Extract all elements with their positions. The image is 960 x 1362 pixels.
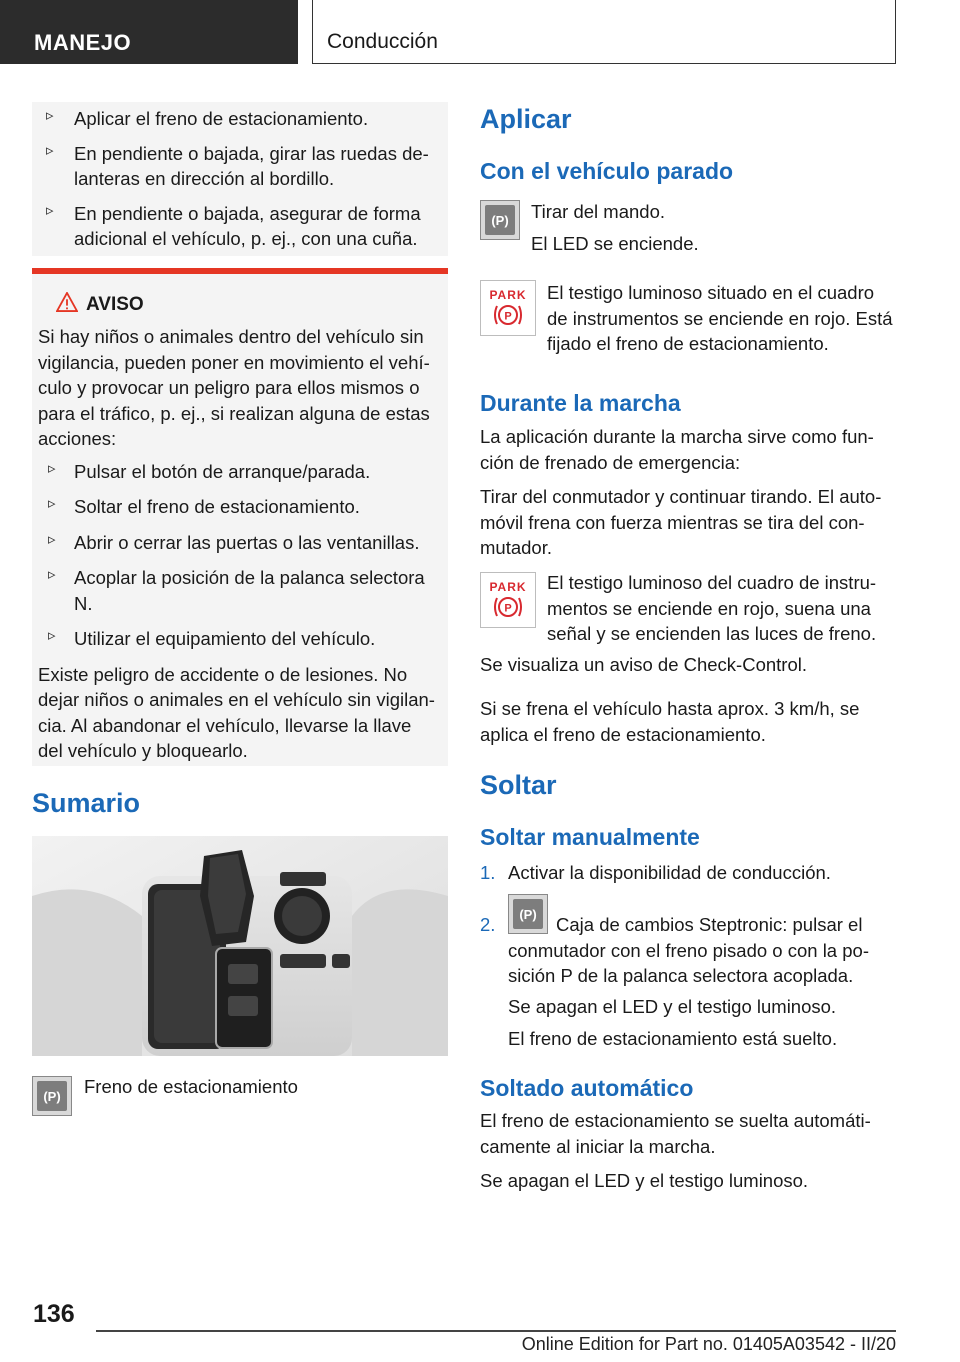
parking-steps-list: [32, 106, 436, 252]
list-item: ▹ Pulsar el botón de arranque/parada.: [38, 459, 438, 485]
step-number: 2.: [480, 914, 496, 935]
park-text-1: El testigo luminoso situado en el cuadro de instrumentos se enciende en rojo. Está fijado el freno de estacionamiento.: [547, 282, 893, 355]
warning-title: [38, 294, 438, 316]
warning-triangle-icon: [56, 292, 78, 312]
parking-brake-icon: (P): [32, 1076, 72, 1116]
subsection-title-manual: Soltar manualmente: [480, 824, 700, 850]
footer-edition: Online Edition for Part no. 01405A03542 - II/20: [521, 1334, 896, 1354]
parking-brake-label: Freno de estacionamiento: [84, 1076, 298, 1097]
step-2-sub-1: Se apagan el LED y el testigo luminoso.: [508, 996, 837, 1017]
list-item: ▹ En pendiente o bajada, asegurar de forma adicional el vehículo, p. ej., con una cuña.: [32, 201, 436, 252]
warning-list: [38, 459, 438, 652]
list-item: ▹ En pendiente o bajada, girar las ruedas de‐ lanteras en dirección al bordillo.: [32, 141, 436, 192]
marcha-paragraph-2: Tirar del conmutador y continuar tirando. El auto‐ móvil frena con fuerza mientras se tira del con‐ mutador.: [480, 486, 882, 559]
marcha-paragraph-4: Si se frena el vehículo hasta aprox. 3 km/h, se aplica el freno de estacionamiento.: [480, 698, 860, 745]
center-console-illustration: [32, 836, 448, 1056]
list-item: ▹ Acoplar la posición de la palanca selectora N.: [38, 565, 438, 616]
list-item: ▹ Soltar el freno de estacionamiento.: [38, 494, 438, 520]
list-item: ▹ Abrir o cerrar las puertas o las ventanillas.: [38, 530, 438, 556]
parado-line2: El LED se enciende.: [531, 233, 699, 254]
brake-symbol-icon: [493, 303, 523, 327]
auto-paragraph-2: Se apagan el LED y el testigo luminoso.: [480, 1170, 809, 1191]
parking-steps-box: [32, 102, 448, 256]
park-text-2: El testigo luminoso del cuadro de instru‐ mentos se enciende en rojo, suena una señal y se encienden las luces de freno.: [547, 572, 877, 645]
park-warning-icon: [480, 572, 536, 628]
section-title-soltar: Soltar: [480, 770, 557, 800]
warning-box: [32, 274, 448, 766]
warning-title-text: AVISO: [86, 294, 144, 315]
step-number: 1.: [480, 862, 496, 883]
park-label: PARK: [489, 580, 527, 594]
footer-divider: [96, 1330, 896, 1332]
step-text: Activar la disponibilidad de conducción.: [508, 862, 831, 883]
warning-outro: Existe peligro de accidente o de lesiones. No dejar niños o animales en el vehículo sin vigilan‐ cia. Al abandonar el vehículo, llevarse la llave del vehículo y bloquearlo.: [38, 663, 435, 762]
step-2-text: Caja de cambios Steptronic: pulsar el conmutador con el freno pisado o con la po‐ sición P de la palanca selectora acoplada.: [508, 914, 869, 987]
svg-text:P: P: [504, 310, 512, 323]
parking-brake-icon: (P): [508, 894, 548, 934]
center-console-image: [32, 836, 448, 1056]
auto-paragraph-1: El freno de estacionamiento se suelta automáti‐ camente al iniciar la marcha.: [480, 1110, 871, 1157]
brake-symbol-icon: [493, 595, 523, 619]
list-item: ▹ Aplicar el freno de estacionamiento.: [32, 106, 436, 132]
park-warning-icon: [480, 280, 536, 336]
subsection-title-auto: Soltado automático: [480, 1075, 694, 1101]
marcha-paragraph-3: Se visualiza un aviso de Check-Control.: [480, 654, 807, 675]
marcha-paragraph-1: La aplicación durante la marcha sirve como fun‐ ción de frenado de emergencia:: [480, 426, 874, 473]
svg-text:P: P: [504, 602, 512, 615]
parado-line1: Tirar del mando.: [531, 201, 666, 222]
header-chapter: Conducción: [312, 0, 896, 64]
warning-intro: Si hay niños o animales dentro del vehículo sin vigilancia, pueden poner en movimiento el vehí‐ culo y provocar un peligro para ellos mismos o para el tráfico, p. ej., si realizan alguna de estas acciones:: [38, 326, 430, 450]
park-label: PARK: [489, 288, 527, 302]
step-2-sub-2: El freno de estacionamiento está suelto.: [508, 1028, 838, 1049]
parking-brake-icon: (P): [480, 200, 520, 240]
header-section: MANEJO: [0, 0, 298, 64]
section-title-sumario: Sumario: [32, 788, 141, 818]
section-title-aplicar: Aplicar: [480, 104, 572, 134]
page-number: 136: [33, 1300, 75, 1328]
subsection-title-parado: Con el vehículo parado: [480, 158, 734, 184]
subsection-title-marcha: Durante la marcha: [480, 390, 681, 416]
list-item: ▹ Utilizar el equipamiento del vehículo.: [38, 626, 438, 652]
